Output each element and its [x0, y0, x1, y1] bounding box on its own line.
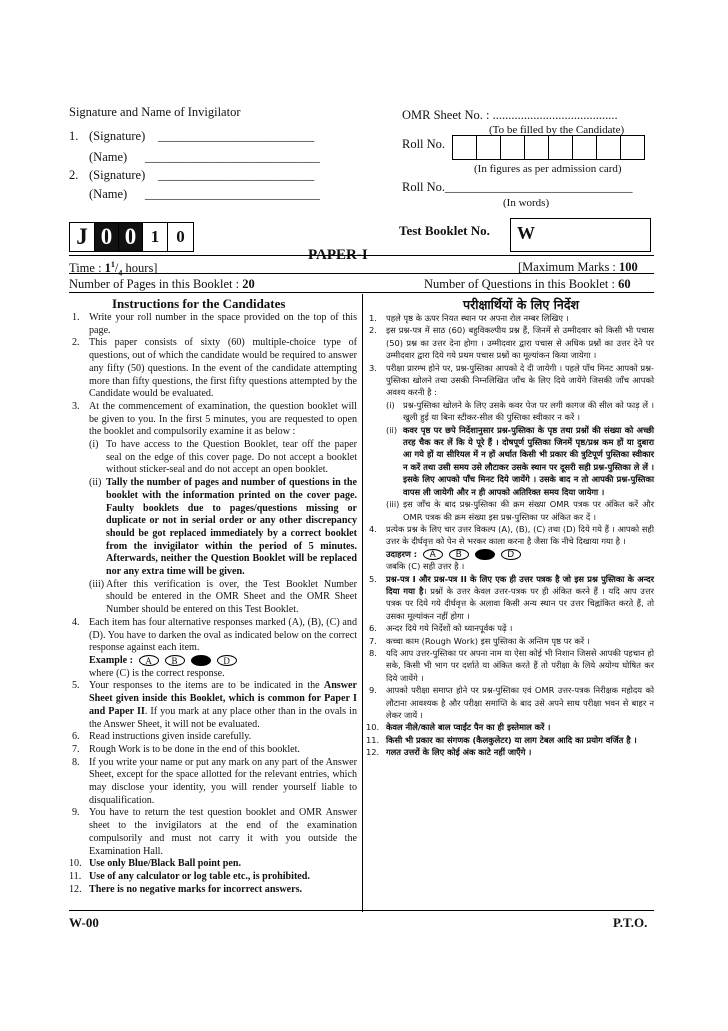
instructions-title-hi: परीक्षार्थियों के लिए निर्देश: [463, 297, 579, 312]
hi-sub-iii-text: इस जाँच के बाद प्रश्न-पुस्तिका की क्रम संख्या OMR पत्रक पर अंकित करें और OMR पत्रक की क्रम संख्या इस प्रश्न-पुस्तिका पर अंकित कर दें ।: [403, 499, 654, 522]
time-frac-den: 4: [118, 268, 123, 278]
hi-item-10-text: केवल नीले/काले बाल प्वाईंट पैन का ही इस्तेमाल करें ।: [386, 722, 551, 733]
en-item-5: 5. Your responses to the items are to be indicated in the Answer Sheet given inside this Booklet, which is common for Paper I and Paper II. If you mark at any place other than in the ovals in the Answer Sheet, it will not be evaluated.: [72, 680, 358, 730]
hi-item-5: 5. प्रश्न-पत्र I और प्रश्न-पत्र II के लिए एक ही उत्तर पत्रक है जो इस प्रश्न पुस्तिका के अन्दर दिया गया है। प्रश्नों के उत्तर केवल उत्तर-पत्रक पर ही अंकित करने हैं । यदि आप उत्तर पत्रक पर दिये गये दीर्घवृत्त के अलावा किसी अन्य स्थान पर उत्तर चिह्नांकित करते हैं, तो उसका मूल्यांकन नहीं होगा ।: [369, 573, 654, 621]
invigilator-title: Signature and Name of Invigilator: [69, 105, 241, 119]
questions-value: 60: [618, 277, 631, 291]
en-item-9-text: You have to return the test question booklet and OMR Answer sheet to the invigilators at the end of the examination compulsorily and must not carry it with you outside the Examination Hall.: [89, 807, 357, 857]
hi-item-8-text: यदि आप उत्तर-पुस्तिका पर अपना नाम या ऐसा कोई भी निशान जिससे आपकी पहचान हो सके, किसी भी भाग पर दर्शाते या अंकित करते हैं तो परीक्षा के लिये अयोग्य घोषित कर दिये जायेंगे ।: [386, 647, 654, 683]
hi-item-3-text: परीक्षा प्रारम्भ होने पर, प्रश्न-पुस्तिका आपको दे दी जायेगी । पहले पाँच मिनट आपको प्रश्न-पुस्तिका खोलने तथा उसकी निम्नलिखित जाँच के लिए दिये जायेंगे जिसकी जाँच आपको अवश्य करनी है :: [386, 362, 654, 398]
hi-item-11-text: किसी भी प्रकार का संगणक (कैलकुलेटर) या लाग टेबल आदि का प्रयोग वर्जित है ।: [386, 734, 637, 745]
en-item-11-text: Use of any calculator or log table etc., is prohibited.: [89, 870, 310, 882]
en-item-8: 8. If you write your name or put any mark on any part of the Answer Sheet, except for the space allotted for the relevant entries, which may disclose your identity, you will render yourself liable to disqualification.: [72, 756, 357, 806]
inv-line-4: ____________________________: [145, 187, 320, 201]
code-char-1: J: [70, 223, 95, 251]
inv-num-1: 1.: [69, 129, 79, 143]
pages-count: [69, 277, 255, 292]
inv-line-1: _________________________: [158, 129, 315, 143]
roll-no-words-label: Roll No.______________________________: [402, 180, 633, 194]
hi-item-4: 4. प्रत्येक प्रश्न के लिए चार उत्तर विकल्प (A), (B), (C) तथा (D) दिये गये हैं । आपको सही उत्तर के दीर्घवृत्त को पेन से भरकर काला करना है जैसा कि नीचे दिखाया गया है ।: [369, 523, 654, 547]
code-char-3: 0: [119, 223, 143, 251]
questions-label: Number of Questions in this Booklet :: [424, 277, 619, 291]
hi-item-6: 6. अन्दर दिये गये निर्देशों को ध्यानपूर्वक पढ़ें ।: [369, 623, 513, 634]
marks-label: [Maximum Marks :: [518, 260, 620, 274]
en-item-10: 10. Use only Blue/Black Ball point pen.: [69, 858, 241, 870]
hi-item-7: 7. कच्चा काम (Rough Work) इस पुस्तिका के अन्तिम पृष्ठ पर करें ।: [369, 635, 590, 646]
example-bubble-d: D: [217, 655, 237, 666]
hi-sub-ii-text: कवर पृष्ठ पर छपे निर्देशानुसार प्रश्न-पुस्तिका के पृष्ठ तथा प्रश्नों की संख्या को अच्छी तरह चैक कर लें कि ये पूरे हैं । दोषपूर्ण पुस्तिका जिनमें पृष्ठ/प्रश्न कम हों या दुबारा आ गये हों या सीरियल में न हों अर्थात किसी भी प्रकार की त्रुटिपूर्ण पुस्तिका स्वीकार न करें तथा उसी समय उसे लौटाकर उसके स्थान पर दूसरी सही प्रश्न-पुस्तिका ले लें । इसके लिए आपको पाँच मिनट दिये जायेंगे । उसके बाद न तो आपकी प्रश्न-पुस्तिका वापस ली जायेगी और न ही आपको अतिरिक्त समय दिया जायेगा ।: [403, 424, 654, 497]
pages-label: Number of Pages in this Booklet :: [69, 277, 243, 291]
en-item-4: 4. Each item has four alternative responses marked (A), (B), (C) and (D). You have to darken the oval as indicated below on the correct response against each item.: [72, 616, 357, 654]
en-item-2-text: This paper consists of sixty (60) multiple-choice type of questions, out of which the candidate would be required to answer any fifty (50) questions. In the event of the candidate attempting more than fifty questions, the first fifty questions attempted by the Candidate would be evaluated.: [89, 337, 357, 400]
hi-example-label: उदाहरण :: [386, 548, 418, 559]
roll-no-label: Roll No.: [402, 137, 446, 151]
hi-item-1: 1. पहले पृष्ठ के ऊपर नियत स्थान पर अपना रोल नम्बर लिखिए ।: [369, 313, 569, 323]
en-item-4-text: Each item has four alternative responses marked (A), (B), (C) and (D). You have to darken the oval as indicated below on the correct response against each item.: [89, 616, 357, 654]
test-booklet-number: W: [510, 218, 651, 252]
en-item-9: 9. You have to return the test question booklet and OMR Answer sheet to the invigilators at the end of the examination compulsorily and must not carry it with you outside the Examination Hall.: [72, 807, 357, 857]
en-item-3: 3. At the commencement of examination, the question booklet will be given to you. In the first 5 minutes, you are requested to open the booklet and compulsorily examine it as below :: [72, 400, 357, 438]
en-item-7-text: Rough Work is to be done in the end of this booklet.: [89, 743, 300, 755]
en-sub-iii-text: After this verification is over, the Test Booklet Number should be entered in the OMR Sheet and the OMR Sheet Number should be entered on this Test Booklet.: [106, 578, 357, 616]
en-sub-iii: (iii) After this verification is over, the Test Booklet Number should be entered in the OMR Sheet and the OMR Sheet Number should be entered on this Test Booklet.: [89, 578, 357, 616]
en-item-7: 7. Rough Work is to be done in the end of this booklet.: [72, 743, 300, 755]
omr-note: (To be filled by the Candidate): [489, 124, 625, 136]
instructions-hi: [366, 312, 654, 759]
instructions-en: [69, 312, 358, 896]
hi-item-8: 8. यदि आप उत्तर-पुस्तिका पर अपना नाम या ऐसा कोई भी निशान जिससे आपकी पहचान हो सके, किसी भी भाग पर दर्शाते या अंकित करते हैं तो परीक्षा के लिये अयोग्य घोषित कर दिये जायेंगे ।: [369, 647, 654, 683]
hi-example-bubble-a: A: [423, 549, 443, 560]
en-item-5a: Your responses to the items are to be indicated in the: [89, 680, 324, 692]
hi-example-bubble-b: B: [449, 549, 469, 560]
hi-item-3: 3. परीक्षा प्रारम्भ होने पर, प्रश्न-पुस्तिका आपको दे दी जायेगी । पहले पाँच मिनट आपको प्रश्न-पुस्तिका खोलने तथा उसकी निम्नलिखित जाँच के लिए दिये जायेंगे जिसकी जाँच आपको अवश्य करनी है :: [369, 362, 654, 398]
en-item-8-text: If you write your name or put any mark on any part of the Answer Sheet, except for the space allotted for the relevant entries, which may disclose your identity, you will render yourself liable to disqualification.: [89, 756, 357, 806]
hi-item-2-text: इस प्रश्न-पत्र में साठ (60) बहुविकल्पीय प्रश्न हैं, जिनमें से उम्मीदवार को किसी भी पचास (50) प्रश्न का उत्तर देना होगा । उम्मीदवार द्वारा पचास से अधिक प्रश्नों का उत्तर देने पर उम्मीदवार द्वारा दिये गये प्रथम पचास प्रश्नों का मूल्यांकन किया जायेगा ।: [386, 325, 654, 361]
hi-item-6-text: अन्दर दिये गये निर्देशों को ध्यानपूर्वक पढ़ें ।: [386, 623, 513, 634]
omr-sheet-label: OMR Sheet No. : ........................................: [402, 108, 618, 122]
hi-item-9: 9. आपको परीक्षा समाप्त होने पर प्रश्न-पुस्तिका एवं OMR उत्तर-पत्रक निरीक्षक महोदय को लौटाना आवश्यक है और परीक्षा समाप्ति के बाद उसे अपने साथ परीक्षा भवन से बाहर न लेकर जायें ।: [369, 685, 654, 720]
hi-example-note: जबकि (C) सही उत्तर है ।: [386, 561, 465, 572]
inv-line-3: _________________________: [158, 168, 315, 182]
en-item-10-text: Use only Blue/Black Ball point pen.: [89, 858, 241, 870]
time-label: Time :: [69, 261, 105, 276]
roll-words-note: (In words): [503, 197, 550, 209]
paper-code-box: [69, 222, 194, 252]
roll-number-boxes[interactable]: [453, 135, 645, 160]
hi-example: [369, 548, 654, 560]
time-frac-num: 1: [110, 260, 115, 269]
code-char-5: 0: [176, 227, 185, 246]
footer-pto: P.T.O.: [613, 915, 648, 930]
inv-label-1: (Signature): [89, 129, 146, 143]
hi-item-2: 2. इस प्रश्न-पत्र में साठ (60) बहुविकल्पीय प्रश्न हैं, जिनमें से उम्मीदवार को किसी भी पचास (50) प्रश्न का उत्तर देना होगा । उम्मीदवार द्वारा पचास से अधिक प्रश्नों का उत्तर देने पर उम्मीदवार द्वारा दिये गये प्रथम पचास प्रश्नों का मूल्यांकन किया जायेगा ।: [369, 325, 654, 361]
example-bubble-b: B: [165, 655, 185, 666]
time-value: 1: [104, 261, 111, 276]
hi-item-11: 11. किसी भी प्रकार का संगणक (कैलकुलेटर) या लाग टेबल आदि का प्रयोग वर्जित है ।: [366, 734, 637, 745]
en-item-6: 6. Read instructions given inside carefully.: [72, 731, 252, 743]
inv-label-2: (Name): [89, 150, 128, 164]
en-example-note: where (C) is the correct response.: [89, 667, 225, 679]
code-char-4: 1: [143, 223, 168, 251]
hi-item-4-text: प्रत्येक प्रश्न के लिए चार उत्तर विकल्प (A), (B), (C) तथा (D) दिये गये हैं । आपको सही उत्तर के दीर्घवृत्त को पेन से भरकर काला करना है जैसा कि नीचे दिखाया गया है ।: [386, 523, 654, 547]
example-bubble-a: A: [139, 655, 159, 666]
hi-item-7-text: कच्चा काम (Rough Work) इस पुस्तिका के अन्तिम पृष्ठ पर करें ।: [386, 635, 590, 646]
en-item-12-text: There is no negative marks for incorrect answers.: [89, 883, 303, 895]
en-sub-i: (i) To have access to the Question Booklet, tear off the paper seal on the edge of this cover page. Do not accept a booklet without sticker-seal and do not accept an open booklet.: [89, 439, 357, 476]
hi-example-bubble-d: D: [501, 549, 521, 560]
marks-value: 100: [619, 260, 638, 274]
inv-label-4: (Name): [89, 187, 128, 201]
en-sub-ii: (ii) Tally the number of pages and number of questions in the booklet with the information printed on the cover page. Faulty booklets due to pages/questions missing or duplicate or not in serial order or any other discrepancy should be got replaced immediately by a correct booklet from the invigilator within the period of 5 minutes. Afterwards, neither the Question Booklet will be replaced nor any extra time will be given.: [89, 477, 357, 578]
questions-count: [424, 277, 631, 292]
en-sub-i-text: To have access to the Question Booklet, tear off the paper seal on the edge of this cover page. Do not accept a booklet without sticker-seal and do not accept an open booklet.: [106, 439, 357, 476]
hi-item-12-text: गलत उत्तरों के लिए कोई अंक काटे नहीं जाएँगे ।: [386, 747, 532, 758]
instructions-title-en: Instructions for the Candidates: [112, 296, 286, 311]
en-example-label: Example :: [89, 654, 134, 666]
en-item-1: 1. Write your roll number in the space provided on the top of this page.: [72, 312, 357, 336]
time-unit: hours]: [122, 261, 158, 276]
en-item-3-text: At the commencement of examination, the question booklet will be given to you. In the first 5 minutes, you are requested to open the booklet and compulsorily examine it as below :: [89, 400, 357, 438]
code-char-2: 0: [95, 223, 119, 251]
hi-item-12: 12. गलत उत्तरों के लिए कोई अंक काटे नहीं जाएँगे ।: [366, 747, 532, 758]
en-item-12: 12. There is no negative marks for incorrect answers.: [69, 883, 303, 895]
en-item-5c: . If you mark at any place other than in the ovals in the Answer Sheet, it will not be evaluated.: [89, 705, 358, 730]
roll-figures-note: (In figures as per admission card): [474, 163, 622, 175]
en-item-2: 2. This paper consists of sixty (60) multiple-choice type of questions, out of which the candidate would be required to answer any fifty (50) questions. In the event of the candidate attempting more than fifty questions, the first fifty questions attempted by the Candidate would be evaluated.: [72, 337, 357, 400]
en-item-6-text: Read instructions given inside carefully.: [89, 731, 252, 743]
hi-sub-i-text: प्रश्न-पुस्तिका खोलने के लिए उसके कवर पेज पर लगी कागज की सील को फाड़ लें । खुली हुई या बिना स्टीकर-सील की पुस्तिका स्वीकार न करें ।: [403, 399, 654, 423]
test-booklet-label: Test Booklet No.: [399, 223, 490, 238]
time-line: Time : $1^1/_4$ hours]: [69, 260, 158, 278]
en-item-1-text: Write your roll number in the space provided on the top of this page.: [89, 312, 357, 336]
invigilator-block: [69, 106, 369, 206]
hi-item-1-text: पहले पृष्ठ के ऊपर नियत स्थान पर अपना रोल नम्बर लिखिए ।: [386, 313, 569, 323]
en-example: [72, 655, 357, 668]
hi-sub-i: (i) प्रश्न-पुस्तिका खोलने के लिए उसके कवर पेज पर लगी कागज की सील को फाड़ लें । खुली हुई या बिना स्टीकर-सील की पुस्तिका स्वीकार न करें ।: [386, 399, 654, 423]
footer-code: W-00: [69, 915, 99, 930]
inv-line-2: ____________________________: [145, 150, 320, 164]
hi-example-bubble-c-filled: [475, 549, 495, 560]
example-bubble-c-filled: [191, 655, 211, 666]
pages-value: 20: [242, 277, 255, 291]
en-sub-ii-text: Tally the number of pages and number of questions in the booklet with the information printed on the cover page. Faulty booklets due to pages/questions missing or duplicate or not in serial order or any other discrepancy should be got replaced immediately by a correct booklet from the invigilator within the period of 5 minutes. Afterwards, neither the Question Booklet will be replaced nor any extra time will be given.: [106, 477, 357, 578]
hi-item-5b: । प्रश्नों के उत्तर केवल उत्तर-पत्रक पर ही अंकित करने हैं । यदि आप उत्तर पत्रक पर दिये गये दीर्घवृत्त के अलावा किसी अन्य स्थान पर उत्तर चिह्नांकित करते हैं, तो उसका मूल्यांकन नहीं होगा ।: [386, 585, 654, 621]
hi-sub-iii: (iii) इस जाँच के बाद प्रश्न-पुस्तिका की क्रम संख्या OMR पत्रक पर अंकित करें और OMR पत्रक की क्रम संख्या इस प्रश्न-पुस्तिका पर अंकित कर दें ।: [386, 499, 654, 522]
en-item-11: 11. Use of any calculator or log table etc., is prohibited.: [69, 870, 310, 882]
inv-label-3: (Signature): [89, 168, 146, 182]
hi-item-10: 10. केवल नीले/काले बाल प्वाईंट पैन का ही इस्तेमाल करें ।: [366, 722, 551, 733]
paper-title: PAPER-I: [308, 247, 368, 263]
en-item-5b: Answer Sheet given inside this Booklet, which is common for Paper I and Paper II: [89, 680, 357, 717]
hi-sub-ii: (ii) कवर पृष्ठ पर छपे निर्देशानुसार प्रश्न-पुस्तिका के पृष्ठ तथा प्रश्नों की संख्या को अच्छी तरह चैक कर लें कि ये पूरे हैं । दोषपूर्ण पुस्तिका जिनमें पृष्ठ/प्रश्न कम हों या दुबारा आ गये हों या सीरियल में न हों अर्थात किसी भी प्रकार की त्रुटिपूर्ण पुस्तिका स्वीकार न करें तथा उसी समय उसे लौटाकर उसके स्थान पर दूसरी सही प्रश्न-पुस्तिका ले लें । इसके लिए आपको पाँच मिनट दिये जायेंगे । उसके बाद न तो आपकी प्रश्न-पुस्तिका वापस ली जायेगी और न ही आपको अतिरिक्त समय दिया जायेगा ।: [386, 424, 654, 497]
hi-item-5a: प्रश्न-पत्र I और प्रश्न-पत्र II के लिए एक ही उत्तर पत्रक है जो इस प्रश्न पुस्तिका के अन्दर दिया गया है: [386, 573, 654, 596]
inv-num-3: 2.: [69, 168, 79, 182]
hi-item-9-text: आपको परीक्षा समाप्त होने पर प्रश्न-पुस्तिका एवं OMR उत्तर-पत्रक निरीक्षक महोदय को लौटाना आवश्यक है और परीक्षा समाप्ति के बाद उसे अपने साथ परीक्षा भवन से बाहर न लेकर जायें ।: [386, 685, 654, 720]
